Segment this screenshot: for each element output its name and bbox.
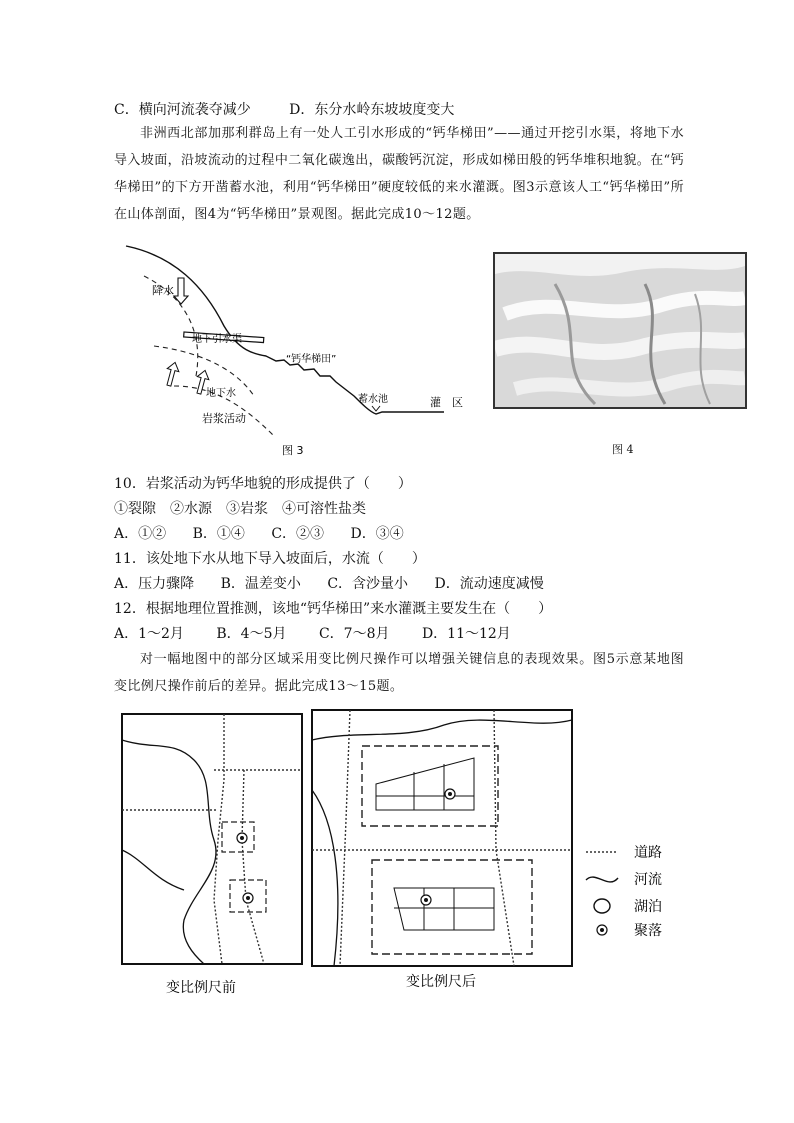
slope-surface [126,246,444,414]
q11-stem: 11．该处地下水从地下导入坡面后，水流（ ） [114,551,426,567]
q12-option-a[interactable]: A．1～2月 [114,626,184,642]
map-after-caption: 变比例尺后 [406,974,476,990]
prev-option-c: C．横向河流袭夺减少 [114,102,251,118]
prev-options-row [114,100,454,120]
intro-paragraph-2: 对一幅地图中的部分区域采用变比例尺操作可以增强关键信息的表现效果。图5示意某地图变比例尺操作前后的差异。据此完成13～15题。 [114,652,684,694]
settlement-icon-before-2 [243,893,253,903]
label-magma: 岩浆活动 [202,412,246,425]
q10-option-b[interactable]: B．①④ [192,526,245,542]
pool-marker [372,406,380,411]
legend-road: 道路 [634,845,662,861]
q10-stem: 10．岩浆活动为钙华地貌的形成提供了（ ） [114,476,412,492]
label-pool: 蓄水池 [358,394,388,405]
q10-option-c[interactable]: C．②③ [271,526,325,542]
prev-option-d: D．东分水岭东坡坡度变大 [289,102,455,118]
settlement-icon-after-2 [421,895,431,905]
q12-option-d[interactable]: D．11～12月 [421,626,511,642]
map-before-frame [122,714,302,964]
legend-settlement: 聚落 [634,923,662,939]
label-rain: 降水 [152,284,174,297]
q10-options [114,524,426,544]
q11-option-a[interactable]: A．压力骤降 [114,576,195,592]
q12-stem: 12．根据地理位置推测，该地“钙华梯田”来水灌溉主要发生在（ ） [114,601,553,617]
legend-river: 河流 [634,872,662,888]
figure-5-maps [114,700,694,1000]
q11-options [114,574,566,594]
label-groundwater: 地下水 [206,388,236,399]
map-after-frame [312,710,572,966]
figure-4-caption: 图 4 [612,443,634,456]
river-legend-icon [586,877,618,882]
q11-option-c[interactable]: C．含沙量小 [327,576,409,592]
map-before-river [122,740,216,964]
label-terrace: “钙华梯田” [286,354,337,365]
q11-option-d[interactable]: D．流动速度减慢 [434,576,544,592]
q12-option-c[interactable]: C．7～8月 [318,626,390,642]
map-before-road-1 [214,714,224,964]
figure-4-photo [493,252,747,409]
intro-paragraph-1: 非洲西北部加那利群岛上有一处人工引水形成的“钙华梯田”——通过开挖引水渠，将地下水导入坡面，沿坡流动的过程中二氧化碳逸出，碳酸钙沉淀，形成如梯田般的钙华堆积地貌。在“钙华梯田”的下方开凿蓄水池，利用“钙华梯田”硬度较低的来水灌溉。图3示意该人工“钙华梯田”所在山体剖面，图4为“钙华梯田”景观图。据此完成10～12题。 [114,126,684,222]
legend-lake: 湖泊 [634,899,662,915]
settlement-legend-icon [597,925,607,935]
figure-3-cross-section [114,236,486,462]
label-channel: 地下引水渠 [192,334,242,345]
settlement-icon-after-1 [445,789,455,799]
label-irrigation: 灌 区 [430,396,463,409]
q10-items: ①裂隙 ②水源 ③岩浆 ④可溶性盐类 [114,501,366,517]
terrace-photo-illustration [495,254,745,407]
lake-legend-icon [594,899,610,913]
figure-3-caption: 图 3 [282,444,304,457]
settlement-icon-before-1 [237,833,247,843]
q12-options [114,624,539,644]
q10-option-d[interactable]: D．③④ [350,526,404,542]
q11-option-b[interactable]: B．温差变小 [220,576,301,592]
map-before-caption: 变比例尺前 [166,980,236,996]
map-after-river [312,720,572,740]
q10-option-a[interactable]: A．①② [114,526,167,542]
legend [586,845,662,939]
q12-option-b[interactable]: B．4～5月 [216,626,287,642]
